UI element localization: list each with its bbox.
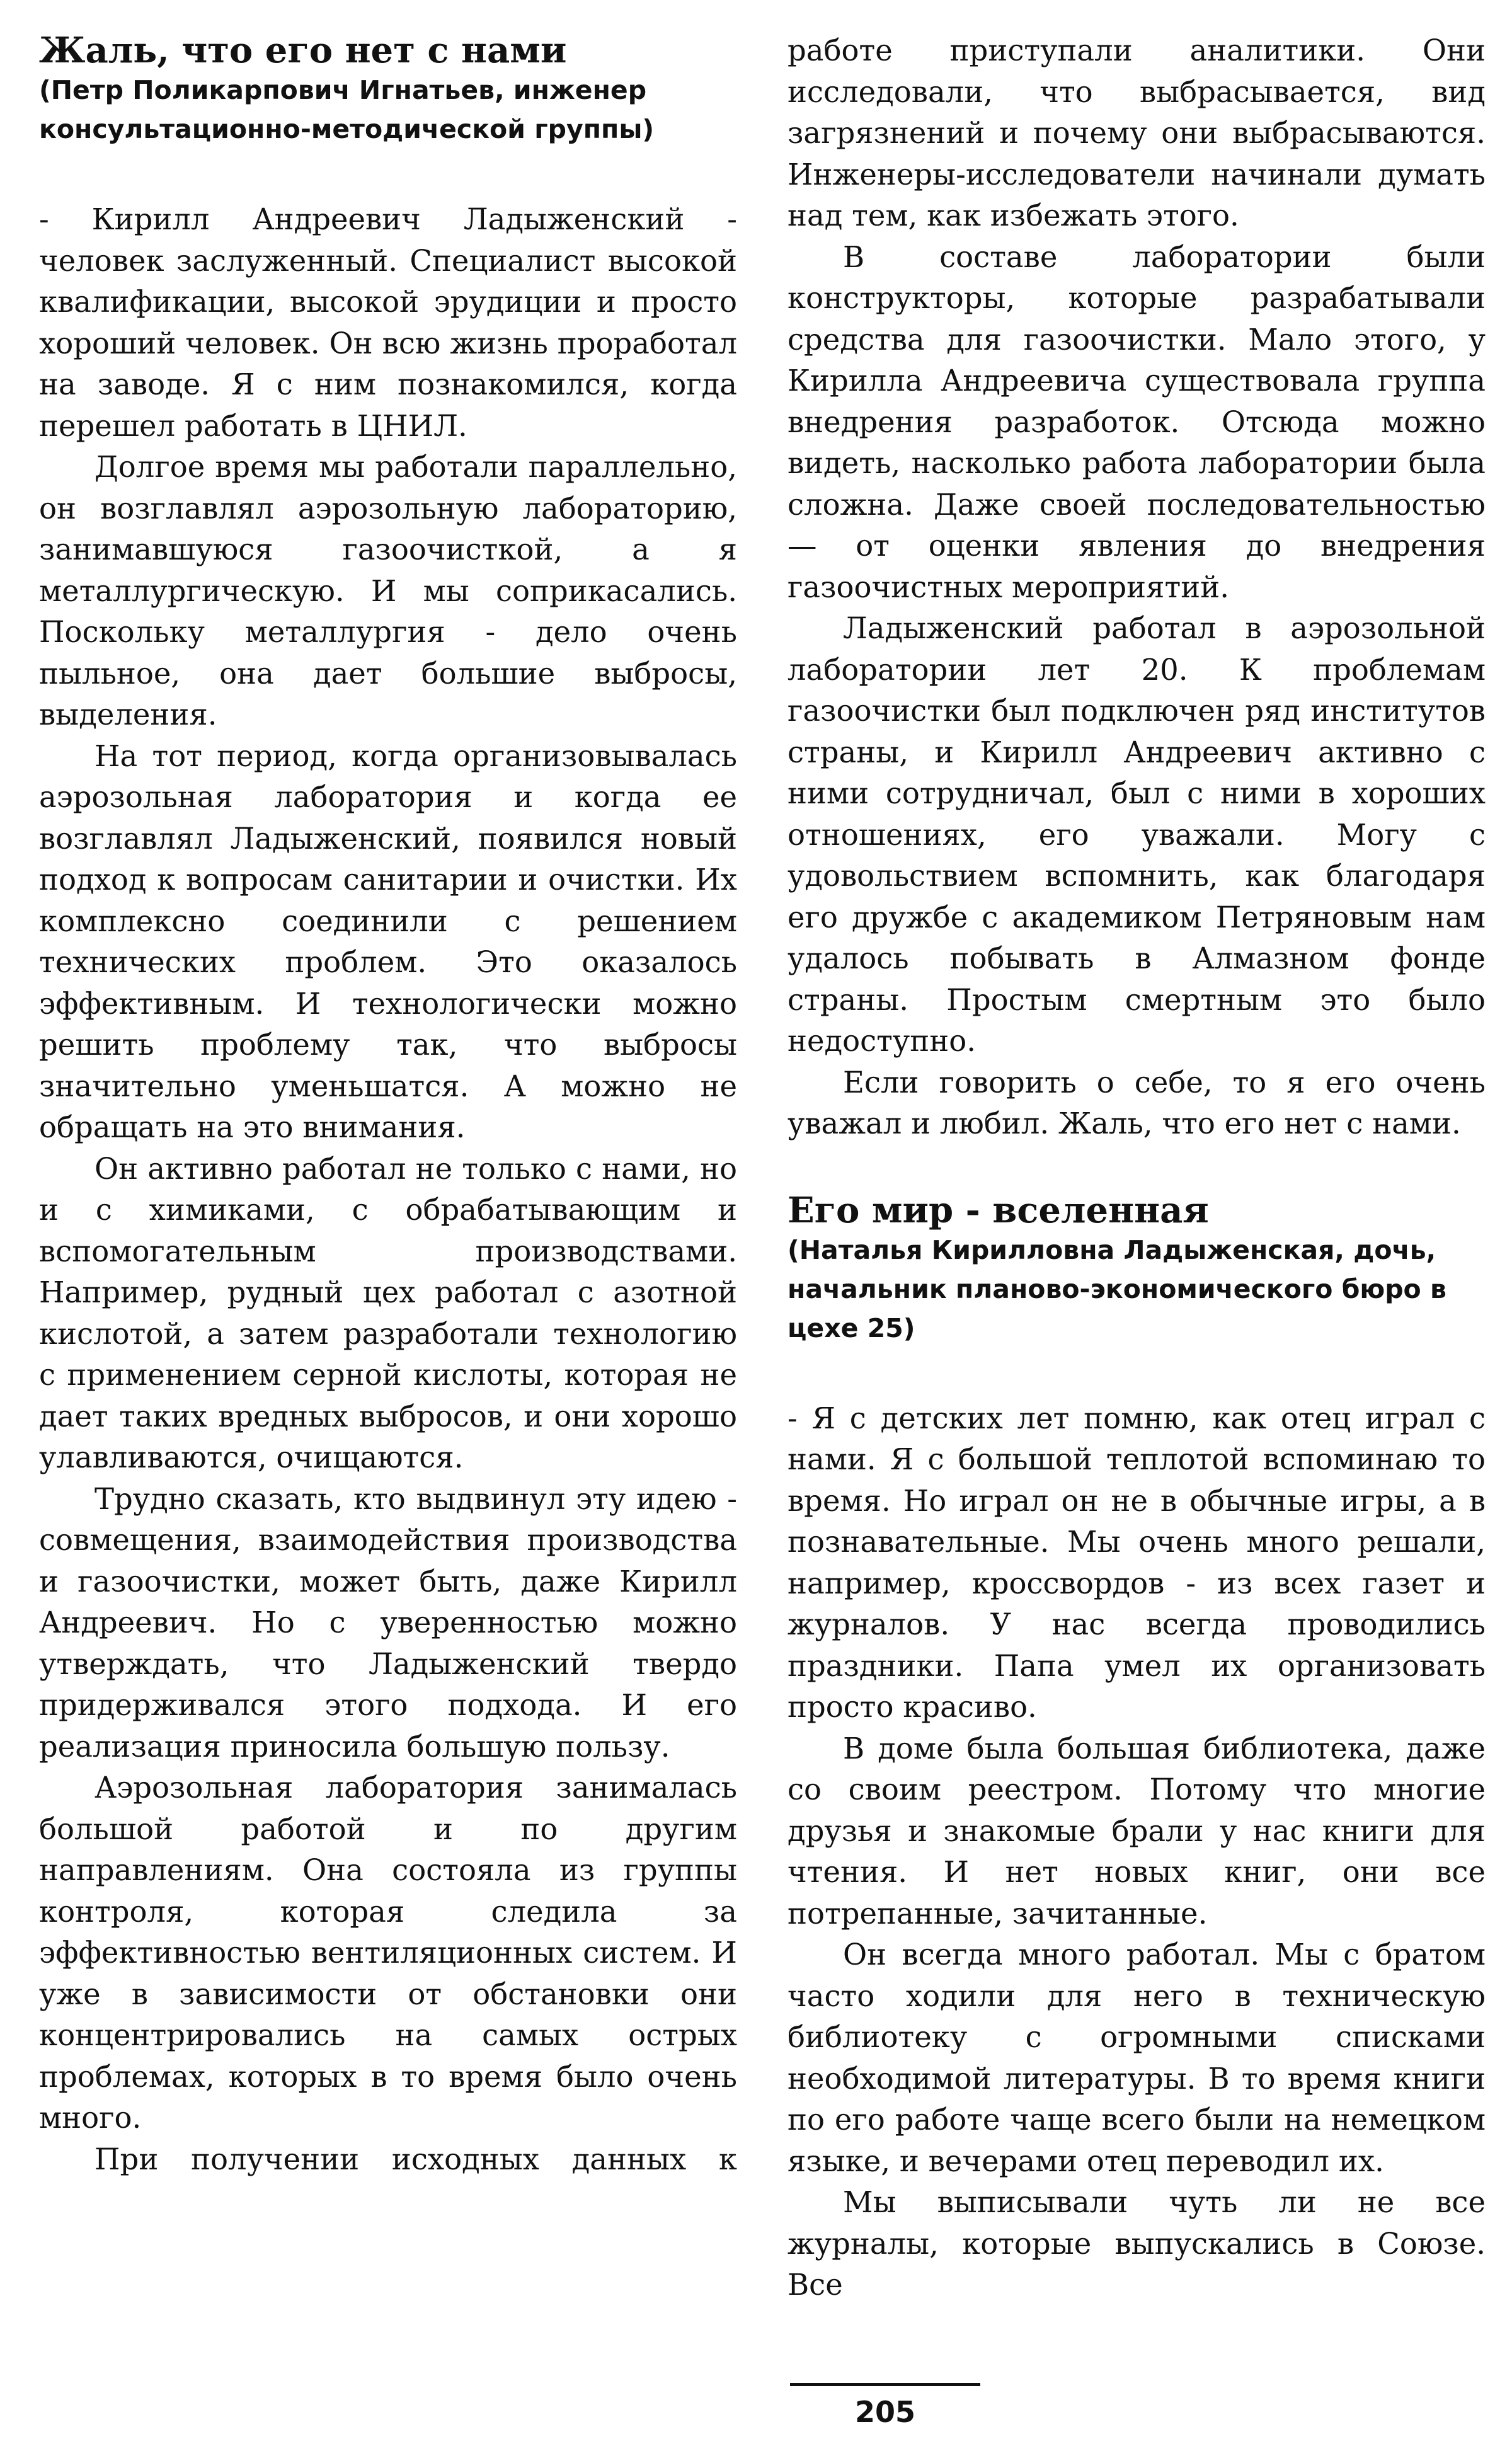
paragraph: Трудно сказать, кто выдвинул эту идею - совмещения, взаимодействия производства и газоочистки, может быть, даже Кирилл Андреевич. Но с уверенностью можно утверждать, что Ладыженский твердо придерживался этого подхода. И его реализация приносила большую пользу. (39, 1481, 737, 1764)
article-title: Его мир - вселенная (788, 1189, 1209, 1231)
article-byline: (Наталья Кирилловна Ладыженская, дочь, начальник планово-экономического бюро в цехе 25) (788, 1234, 1446, 1343)
left-column (39, 30, 737, 2180)
paragraph: На тот период, когда организовывалась аэрозольная лаборатория и когда ее возглавлял Ладыженский, появился новый подход к вопросам санитарии и очистки. Их комплексно соединили с решением технических проблем. Это оказалось эффективным. И технологически можно решить проблему так, что выбросы значительно уменьшатся. А можно не обращать на это внимания. (39, 738, 737, 1144)
paragraph: Он всегда много работал. Мы с братом часто ходили для него в техническую библиотеку с огромными списками необходимой литературы. В то время книги по его работе чаще всего были на немецком языке, и вечерами отец переводил их. (788, 1938, 1486, 2178)
paragraph: В составе лаборатории были конструкторы, которые разрабатывали средства для газоочистки. Мало этого, у Кирилла Андреевича существовала группа внедрения разработок. Отсюда можно видеть, насколько работа лаборатории была сложна. Даже своей последовательностью — от оценки явления до внедрения газоочистных мероприятий. (788, 239, 1486, 604)
paragraph: Он активно работал не только с нами, но и с химиками, с обрабатывающим и вспомогательным производствами. Например, рудный цех работал с азотной кислотой, а затем разработали технологию с применением серной кислоты, которая не дает таких вредных выбросов, и они хорошо улавливаются, очищаются. (39, 1151, 737, 1474)
paragraph: - Я с детских лет помню, как отец играл с нами. Я с большой теплотой вспоминаю то время. Но играл он не в обычные игры, а в познавательные. Мы очень много решали, например, кроссвордов - из всех газет и журналов. У нас всегда проводились праздники. Папа умел их организовать просто красиво. (788, 1401, 1486, 1724)
paragraph: - Кирилл Андреевич Ладыженский - человек заслуженный. Специалист высокой квалификации, высокой эрудиции и просто хороший человек. Он всю жизнь проработал на заводе. Я с ним познакомился, когда перешел работать в ЦНИЛ. (39, 202, 737, 443)
article-byline: (Петр Поликарпович Игнатьев, инженер консультационно-методической группы) (39, 75, 655, 144)
article-title: Жаль, что его нет с нами (39, 30, 567, 71)
paragraph: Ладыженский работал в аэрозольной лаборатории лет 20. К проблемам газоочистки был подключен ряд институтов страны, и Кирилл Андреевич активно с ними сотрудничал, был с ними в хороших отношениях, его уважали. Могу с удовольствием вспомнить, как благодаря его дружбе с академиком Петряновым нам удалось побывать в Алмазном фонде страны. Простым смертным это было недоступно. (788, 611, 1486, 1058)
footer-rule (790, 2383, 980, 2386)
paragraph-continuation: работе приступали аналитики. Они исследовали, что выбрасывается, вид загрязнений и почему они выбрасываются. Инженеры-исследователи начинали думать над тем, как избежать этого. (788, 33, 1486, 233)
paragraph: Долгое время мы работали параллельно, он возглавлял аэрозольную лабораторию, занимавшуюся газоочисткой, а я металлургическую. И мы соприкасались. Поскольку металлургия - дело очень пыльное, она дает большие выбросы, выделения. (39, 450, 737, 732)
page-number: 205 (854, 2395, 916, 2429)
paragraph: Аэрозольная лаборатория занималась большой работой и по другим направлениям. Она состояла из группы контроля, которая следила за эффективностью вентиляционных систем. И уже в зависимости от обстановки они концентрировались на самых острых проблемах, которых в то время было очень много. (39, 1771, 737, 2135)
paragraph: При получении исходных данных к (94, 2142, 737, 2176)
right-column (788, 30, 1486, 2306)
paragraph: В доме была большая библиотека, даже со своим реестром. Потому что многие друзья и знакомые брали у нас книги для чтения. И нет новых книг, они все потрепанные, зачитанные. (788, 1731, 1486, 1931)
paragraph: Мы выписывали чуть ли не все журналы, которые выпускались в Союзе. Все (788, 2185, 1486, 2302)
paragraph: Если говорить о себе, то я его очень уважал и любил. Жаль, что его нет с нами. (788, 1065, 1486, 1140)
